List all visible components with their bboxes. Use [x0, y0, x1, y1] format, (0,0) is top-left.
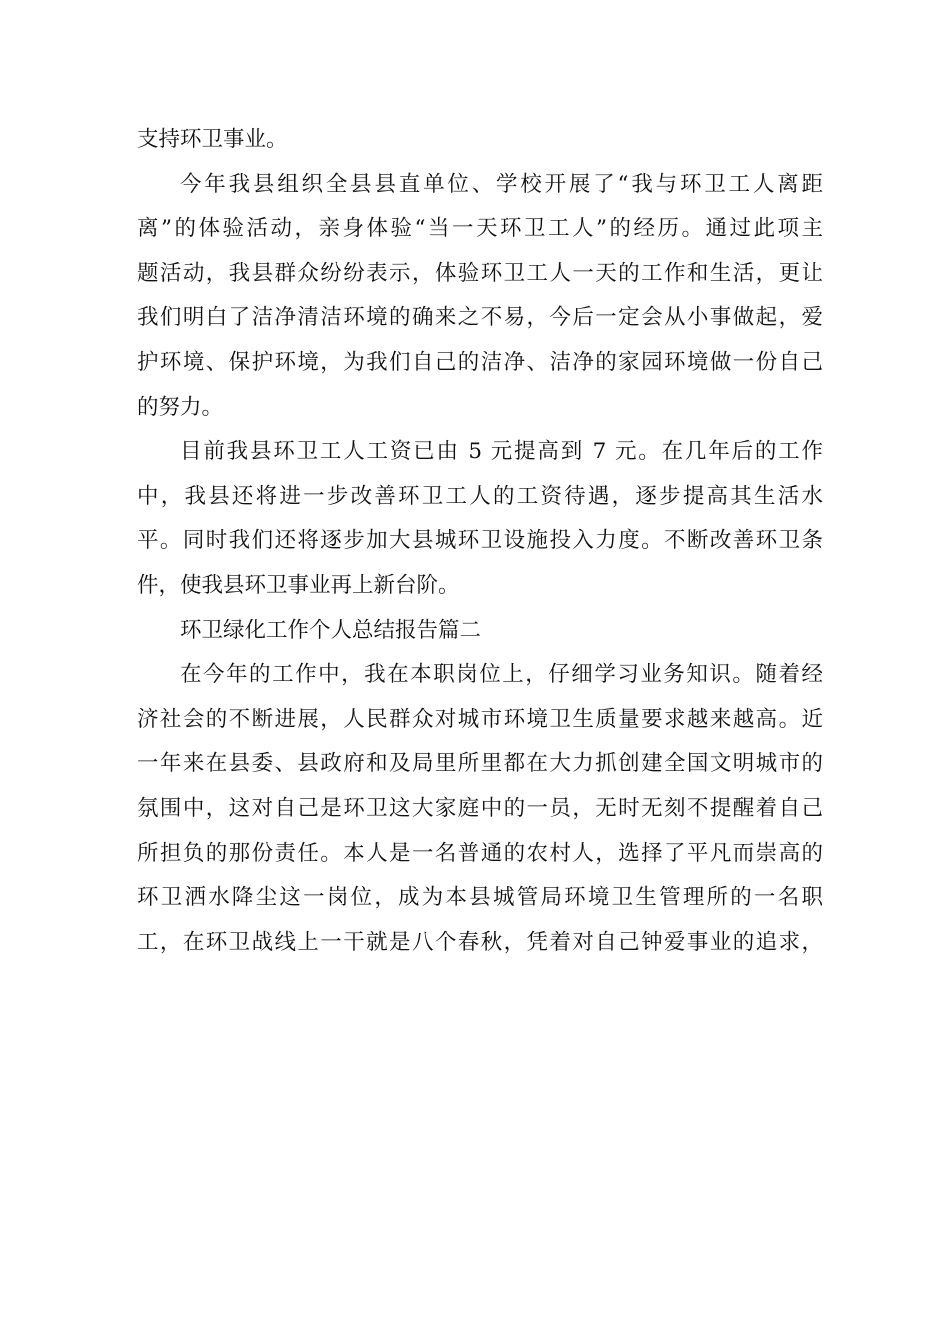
text-line: 一年来在县委、县政府和及局里所里都在大力抓创建全国文明城市的	[137, 751, 823, 777]
text-line: 的努力。	[137, 394, 224, 420]
text-line: 护环境、保护环境，为我们自己的洁净、洁净的家园环境做一份自己	[137, 349, 823, 375]
paragraph-first-line: 今年我县组织全县县直单位、学校开展了“我与环卫工人离距	[180, 171, 823, 197]
text-line: 所担负的那份责任。本人是一名普通的农村人，选择了平凡而崇高的	[137, 840, 823, 866]
document-body	[137, 118, 823, 965]
text-line: 济社会的不断进展，人民群众对城市环境卫生质量要求越来越高。近	[137, 706, 823, 732]
text-line: 平。同时我们还将逐步加大县城环卫设施投入力度。不断改善环卫条	[137, 528, 823, 554]
text-line: 支持环卫事业。	[137, 127, 288, 152]
text-line: 工，在环卫战线上一干就是八个春秋，凭着对自己钟爱事业的追求，	[137, 929, 823, 955]
text-line: 我们明白了洁净清洁环境的确来之不易，今后一定会从小事做起，爱	[137, 305, 823, 331]
text-line: 离”的体验活动，亲身体验“当一天环卫工人”的经历。通过此项主	[137, 216, 823, 242]
paragraph-first-line: 目前我县环卫工人工资已由 5 元提高到 7 元。在几年后的工作	[180, 439, 823, 465]
text-line: 题活动，我县群众纷纷表示，体验环卫工人一天的工作和生活，更让	[137, 260, 823, 286]
text-line: 环卫洒水降尘这一岗位，成为本县城管局环境卫生管理所的一名职	[137, 885, 823, 911]
text-line: 件，使我县环卫事业再上新台阶。	[137, 572, 460, 598]
text-line: 中，我县还将进一步改善环卫工人的工资待遇，逐步提高其生活水	[137, 483, 823, 509]
text-line: 氛围中，这对自己是环卫这大家庭中的一员，无时无刻不提醒着自己	[137, 795, 823, 821]
paragraph-first-line: 在今年的工作中，我在本职岗位上，仔细学习业务知识。随着经	[180, 662, 823, 688]
section-heading: 环卫绿化工作个人总结报告篇二	[180, 617, 482, 643]
